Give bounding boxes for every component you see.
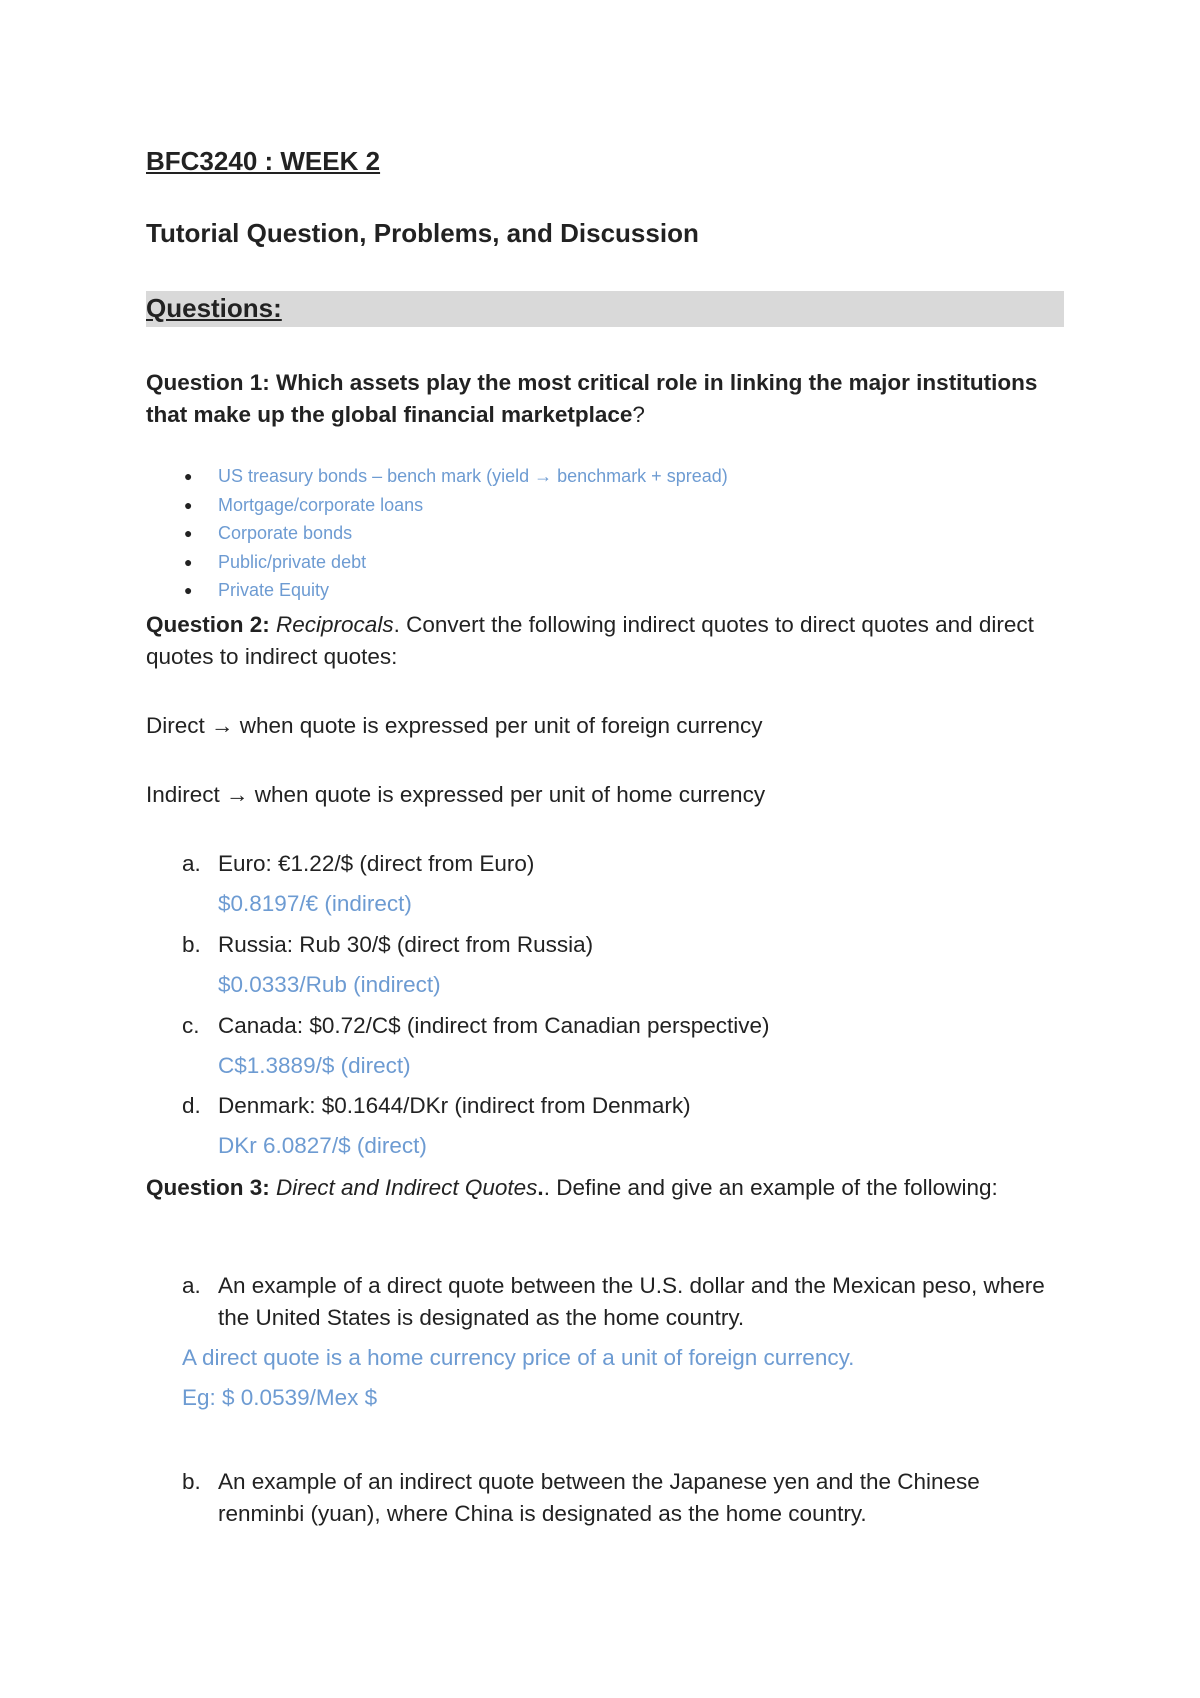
question-3-answer-a-example: Eg: $ 0.0539/Mex $	[182, 1385, 378, 1410]
bullet-icon: ●	[184, 525, 193, 541]
section-highlight-bar	[146, 291, 1064, 327]
bullet-icon: ●	[184, 496, 193, 513]
list-item: ● Mortgage/corporate loans	[184, 491, 728, 520]
bullet-icon: ●	[184, 582, 193, 598]
question-2	[146, 609, 1064, 673]
question-1	[146, 367, 1064, 431]
question-2-item-c: c. Canada: $0.72/C$ (indirect from Canadian perspective)	[182, 1013, 770, 1038]
list-item: ● Private Equity	[184, 576, 728, 605]
document-subtitle: Tutorial Question, Problems, and Discussion	[146, 218, 699, 248]
question-1-end: ?	[632, 402, 645, 427]
question-2-label: Question 2:	[146, 612, 270, 637]
question-2-text: . Convert the following indirect quotes to direct quotes and direct quotes to indirect quotes:	[146, 612, 1034, 669]
bullet-icon: ●	[184, 553, 193, 570]
list-item: ● Corporate bonds	[184, 519, 728, 548]
question-2-answer-c: C$1.3889/$ (direct)	[218, 1053, 411, 1078]
question-1-label: Question 1:	[146, 370, 270, 395]
question-2-answer-d: DKr 6.0827/$ (direct)	[218, 1133, 427, 1158]
question-3-topic: Direct and Indirect Quotes	[276, 1175, 538, 1200]
list-item: ● Public/private debt	[184, 548, 728, 577]
question-2-answer-b: $0.0333/Rub (indirect)	[218, 972, 441, 997]
course-title: BFC3240 : WEEK 2	[146, 146, 381, 176]
question-1-answer-list	[184, 462, 728, 605]
definition-direct: Direct → when quote is expressed per unit of foreign currency	[146, 713, 763, 738]
question-2-item-a: a. Euro: €1.22/$ (direct from Euro)	[182, 851, 535, 876]
question-3-label: Question 3:	[146, 1175, 270, 1200]
question-1-text: Which assets play the most critical role in linking the major institutions that make up the global financial marketplace	[146, 370, 1038, 427]
list-item: ● US treasury bonds – bench mark (yield → benchmark + spread)	[184, 462, 728, 491]
question-2-answer-a: $0.8197/€ (indirect)	[218, 891, 412, 916]
section-title: Questions:	[146, 293, 282, 323]
question-3-text: . Define and give an example of the following:	[543, 1175, 998, 1200]
question-3-item-b: b. An example of an indirect quote between the Japanese yen and the Chinese renminbi (yuan), where China is designated as the home country.	[182, 1469, 980, 1526]
question-3-answer-a-definition: A direct quote is a home currency price of a unit of foreign currency.	[182, 1345, 855, 1370]
question-3-item-a: a. An example of a direct quote between the U.S. dollar and the Mexican peso, where the United States is designated as the home country.	[182, 1273, 1045, 1330]
question-2-item-d: d. Denmark: $0.1644/DKr (indirect from Denmark)	[182, 1093, 691, 1118]
question-2-topic: Reciprocals	[276, 612, 394, 637]
definition-indirect: Indirect → when quote is expressed per unit of home currency	[146, 782, 766, 807]
question-3: Question 3: Direct and Indirect Quotes.. Define and give an example of the following:	[146, 1175, 998, 1200]
question-2-item-b: b. Russia: Rub 30/$ (direct from Russia)	[182, 932, 594, 957]
bullet-icon: ●	[184, 468, 193, 484]
